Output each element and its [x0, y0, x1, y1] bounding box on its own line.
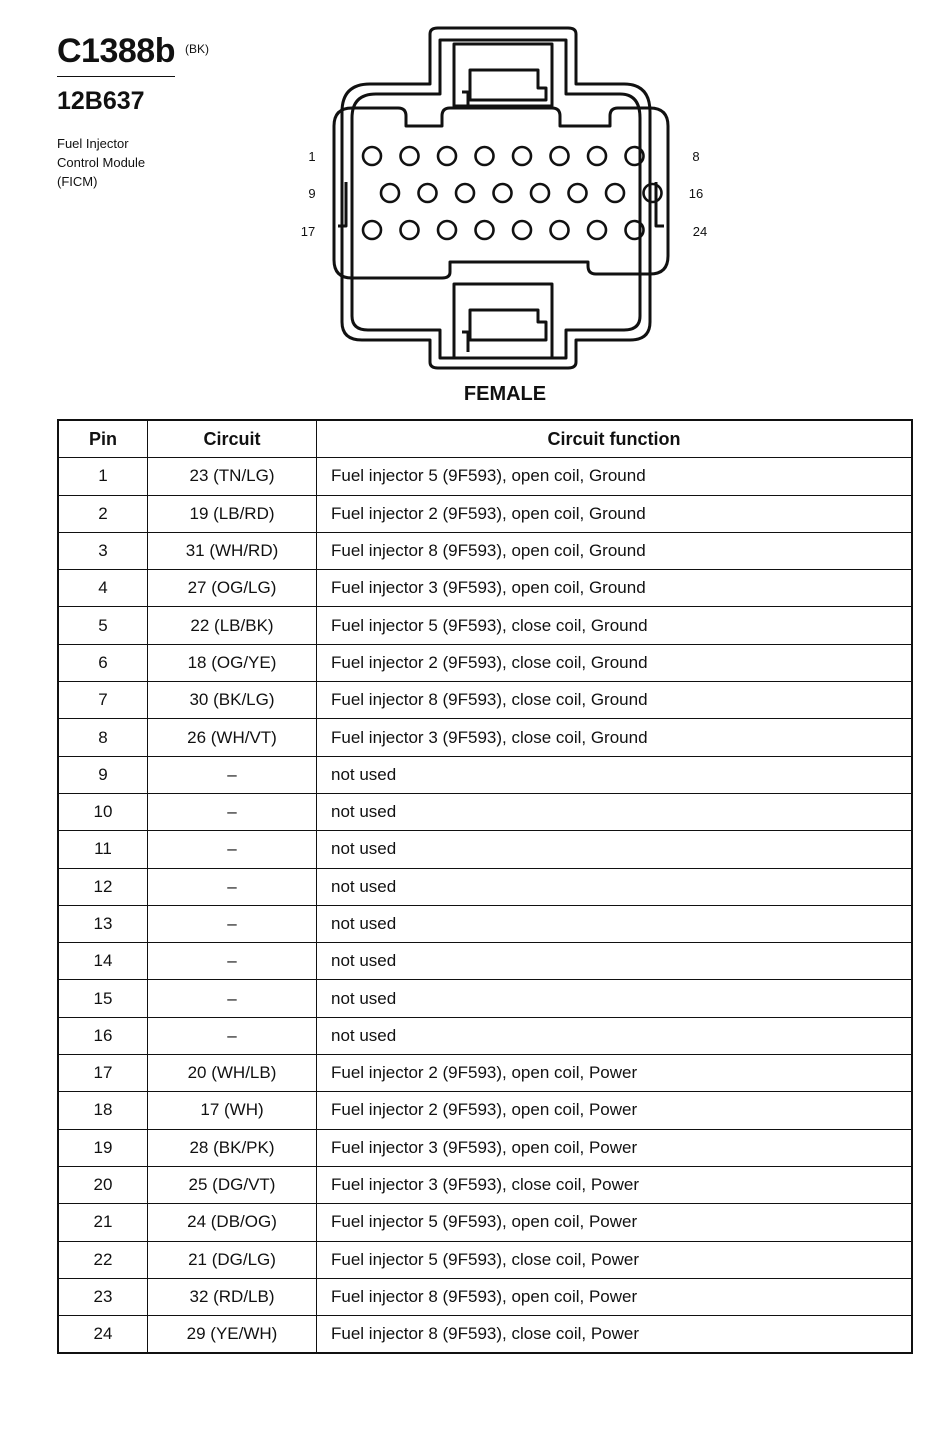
- pin-cavity-1: [363, 147, 381, 165]
- circuit-function-cell: not used: [317, 943, 913, 980]
- table-row: [58, 682, 912, 719]
- circuit-cell: –: [148, 980, 317, 1017]
- part-number: 12B637: [57, 87, 145, 115]
- circuit-function-cell: not used: [317, 831, 913, 868]
- table-row: [58, 793, 912, 830]
- circuit-cell: 30 (BK/LG): [148, 682, 317, 719]
- circuit-cell: 21 (DG/LG): [148, 1241, 317, 1278]
- pin-cell: 6: [58, 644, 148, 681]
- circuit-cell: 25 (DG/VT): [148, 1166, 317, 1203]
- circuit-function-cell: not used: [317, 1017, 913, 1054]
- header-circuit: Circuit: [148, 420, 317, 458]
- table-row: [58, 532, 912, 569]
- circuit-cell: 24 (DB/OG): [148, 1204, 317, 1241]
- pin-cell: 7: [58, 682, 148, 719]
- pin-cell: 9: [58, 756, 148, 793]
- table-row: [58, 495, 912, 532]
- pin-cell: 11: [58, 831, 148, 868]
- circuit-function-cell: not used: [317, 980, 913, 1017]
- circuit-function-cell: Fuel injector 2 (9F593), open coil, Ground: [317, 495, 913, 532]
- circuit-cell: 28 (BK/PK): [148, 1129, 317, 1166]
- table-row: [58, 607, 912, 644]
- header-pin: Pin: [58, 420, 148, 458]
- module-name-line: (FICM): [57, 174, 98, 189]
- connector-id: C1388b: [57, 32, 175, 70]
- circuit-function-cell: Fuel injector 3 (9F593), open coil, Power: [317, 1129, 913, 1166]
- table-row: [58, 719, 912, 756]
- circuit-function-cell: not used: [317, 793, 913, 830]
- pin-cavity-14: [569, 184, 587, 202]
- table-row: [58, 1055, 912, 1092]
- circuit-function-cell: Fuel injector 3 (9F593), close coil, Power: [317, 1166, 913, 1203]
- circuit-function-cell: not used: [317, 905, 913, 942]
- pin-cavity-23: [588, 221, 606, 239]
- pin-cavity-16: [644, 184, 662, 202]
- circuit-cell: –: [148, 905, 317, 942]
- table-row: [58, 570, 912, 607]
- pin-cavity-10: [419, 184, 437, 202]
- module-name-line: Control Module: [57, 155, 146, 170]
- circuit-cell: 31 (WH/RD): [148, 532, 317, 569]
- latch-bottom-inner: [470, 310, 546, 340]
- pin-cell: 17: [58, 1055, 148, 1092]
- circuit-cell: 26 (WH/VT): [148, 719, 317, 756]
- connector-face-diagram: [290, 22, 730, 382]
- pin-cavity-17: [363, 221, 381, 239]
- circuit-cell: 23 (TN/LG): [148, 458, 317, 495]
- pin-cell: 14: [58, 943, 148, 980]
- table-row: [58, 1017, 912, 1054]
- pin-cavity-19: [438, 221, 456, 239]
- connector-view-label: FEMALE: [463, 383, 547, 405]
- circuit-function-cell: not used: [317, 756, 913, 793]
- pin-cell: 15: [58, 980, 148, 1017]
- pin-cavity-11: [456, 184, 474, 202]
- table-header-row: [58, 420, 912, 458]
- pin-cell: 8: [58, 719, 148, 756]
- table-row: [58, 980, 912, 1017]
- circuit-function-cell: Fuel injector 5 (9F593), open coil, Ground: [317, 458, 913, 495]
- pin-cell: 16: [58, 1017, 148, 1054]
- table-row: [58, 1092, 912, 1129]
- circuit-function-cell: Fuel injector 2 (9F593), open coil, Power: [317, 1092, 913, 1129]
- pin-cell: 18: [58, 1092, 148, 1129]
- pin-cavity-18: [401, 221, 419, 239]
- circuit-function-cell: Fuel injector 8 (9F593), close coil, Ground: [317, 682, 913, 719]
- circuit-cell: 32 (RD/LB): [148, 1278, 317, 1315]
- circuit-cell: 27 (OG/LG): [148, 570, 317, 607]
- circuit-function-cell: Fuel injector 8 (9F593), open coil, Power: [317, 1278, 913, 1315]
- latch-top-inner: [470, 70, 546, 100]
- table-row: [58, 644, 912, 681]
- table-row: [58, 831, 912, 868]
- pin-cell: 1: [58, 458, 148, 495]
- pinout-table: [57, 419, 913, 1354]
- pin-label-row2-right: 16: [688, 186, 704, 201]
- circuit-cell: –: [148, 831, 317, 868]
- pin-cavity-7: [588, 147, 606, 165]
- circuit-function-cell: Fuel injector 5 (9F593), close coil, Power: [317, 1241, 913, 1278]
- connector-face: [334, 108, 668, 278]
- circuit-function-cell: Fuel injector 8 (9F593), open coil, Ground: [317, 532, 913, 569]
- circuit-cell: 29 (YE/WH): [148, 1316, 317, 1354]
- table-row: [58, 756, 912, 793]
- table-row: [58, 1204, 912, 1241]
- table-row: [58, 905, 912, 942]
- circuit-function-cell: Fuel injector 3 (9F593), close coil, Ground: [317, 719, 913, 756]
- pin-label-row1-left: 1: [308, 149, 316, 164]
- pin-cell: 13: [58, 905, 148, 942]
- pin-cavity-15: [606, 184, 624, 202]
- table-row: [58, 943, 912, 980]
- pin-label-row3-left: 17: [300, 224, 316, 239]
- circuit-cell: –: [148, 1017, 317, 1054]
- pin-cavity-5: [513, 147, 531, 165]
- circuit-function-cell: Fuel injector 2 (9F593), close coil, Ground: [317, 644, 913, 681]
- circuit-function-cell: Fuel injector 8 (9F593), close coil, Power: [317, 1316, 913, 1354]
- pin-cell: 5: [58, 607, 148, 644]
- circuit-cell: 19 (LB/RD): [148, 495, 317, 532]
- table-row: [58, 1316, 912, 1354]
- pin-cavity-12: [494, 184, 512, 202]
- table-row: [58, 1278, 912, 1315]
- table-row: [58, 458, 912, 495]
- pin-cell: 24: [58, 1316, 148, 1354]
- pin-cavity-13: [531, 184, 549, 202]
- circuit-cell: 20 (WH/LB): [148, 1055, 317, 1092]
- circuit-cell: –: [148, 793, 317, 830]
- pin-cell: 23: [58, 1278, 148, 1315]
- circuit-function-cell: Fuel injector 5 (9F593), close coil, Ground: [317, 607, 913, 644]
- circuit-function-cell: Fuel injector 3 (9F593), open coil, Ground: [317, 570, 913, 607]
- pin-label-row2-left: 9: [308, 186, 316, 201]
- pin-label-row3-right: 24: [692, 224, 708, 239]
- circuit-cell: –: [148, 868, 317, 905]
- circuit-cell: –: [148, 943, 317, 980]
- circuit-function-cell: Fuel injector 5 (9F593), open coil, Power: [317, 1204, 913, 1241]
- circuit-cell: –: [148, 756, 317, 793]
- pin-cell: 19: [58, 1129, 148, 1166]
- pin-cell: 20: [58, 1166, 148, 1203]
- table-row: [58, 868, 912, 905]
- pin-cavity-6: [551, 147, 569, 165]
- title-underline: [57, 76, 175, 77]
- table-row: [58, 1129, 912, 1166]
- pin-cell: 12: [58, 868, 148, 905]
- pin-cell: 21: [58, 1204, 148, 1241]
- table-row: [58, 1241, 912, 1278]
- circuit-function-cell: Fuel injector 2 (9F593), open coil, Power: [317, 1055, 913, 1092]
- module-name-line: Fuel Injector: [57, 136, 129, 151]
- circuit-cell: 18 (OG/YE): [148, 644, 317, 681]
- pin-label-row1-right: 8: [692, 149, 700, 164]
- pin-cell: 10: [58, 793, 148, 830]
- pin-cell: 4: [58, 570, 148, 607]
- module-name: [57, 134, 217, 191]
- pin-cavity-20: [476, 221, 494, 239]
- pin-cell: 22: [58, 1241, 148, 1278]
- table-row: [58, 1166, 912, 1203]
- circuit-function-cell: not used: [317, 868, 913, 905]
- connector-color: (BK): [185, 42, 209, 56]
- pin-cavity-2: [401, 147, 419, 165]
- pin-cavity-4: [476, 147, 494, 165]
- pin-cavity-21: [513, 221, 531, 239]
- header-circuit-function: Circuit function: [317, 420, 913, 458]
- pin-cavity-9: [381, 184, 399, 202]
- pin-cell: 2: [58, 495, 148, 532]
- pin-cavity-3: [438, 147, 456, 165]
- circuit-cell: 22 (LB/BK): [148, 607, 317, 644]
- circuit-cell: 17 (WH): [148, 1092, 317, 1129]
- pin-cavity-22: [551, 221, 569, 239]
- pin-cell: 3: [58, 532, 148, 569]
- pin-cavities: [363, 147, 662, 239]
